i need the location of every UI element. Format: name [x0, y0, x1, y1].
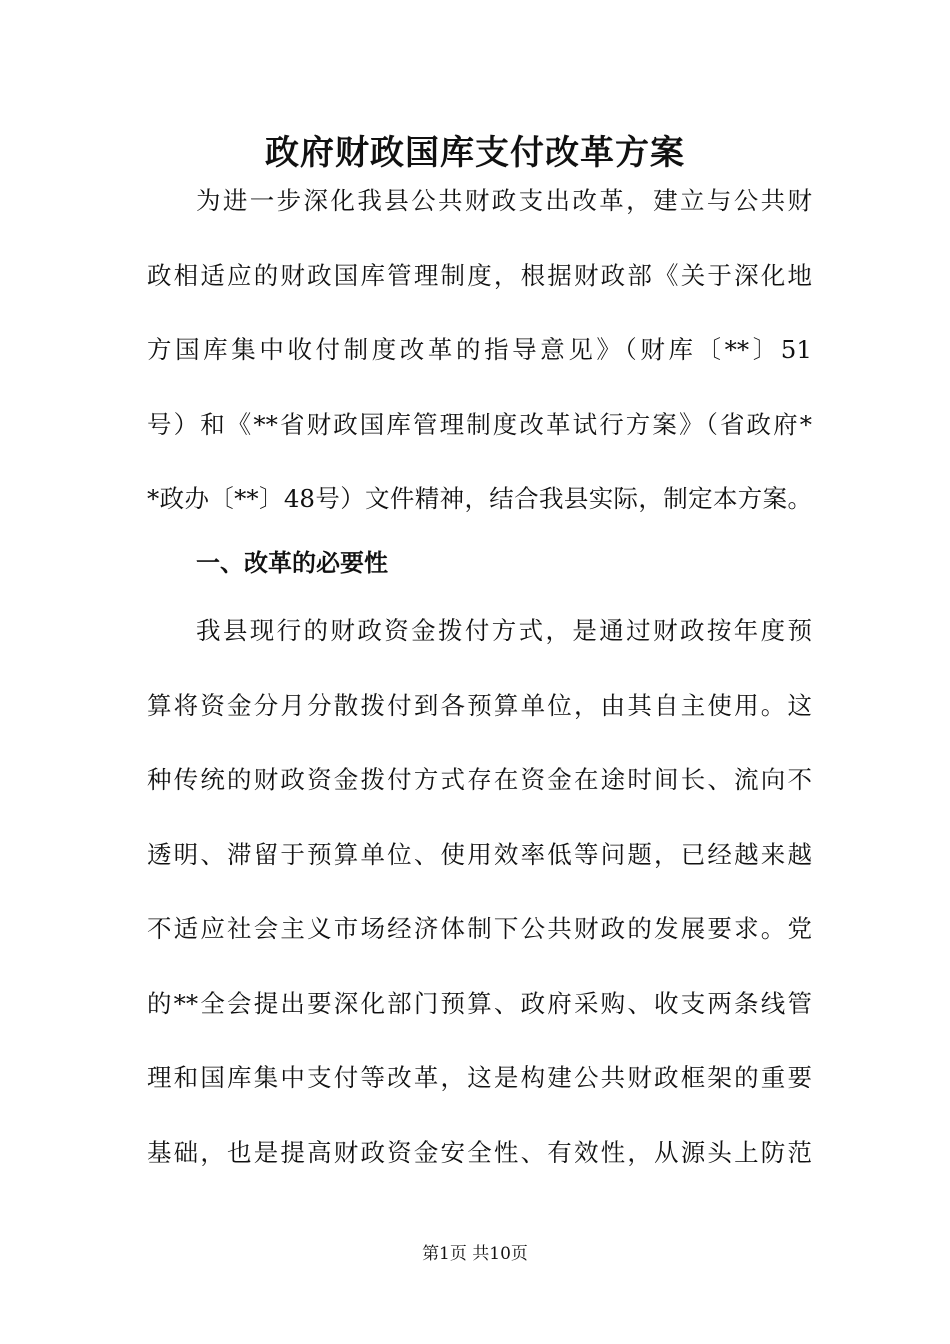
document-body — [147, 181, 812, 1207]
paragraph-line: 理和国库集中支付等改革，这是构建公共财政框架的重要 — [147, 1063, 812, 1092]
paragraph-line: 方国库集中收付制度改革的指导意见》（财库〔**〕51 — [147, 335, 812, 364]
document-title: 政府财政国库支付改革方案 — [265, 133, 685, 173]
section-heading: 一、改革的必要性 — [196, 549, 388, 577]
paragraph-line: 不适应社会主义市场经济体制下公共财政的发展要求。党 — [147, 914, 812, 943]
paragraph-line: 我县现行的财政资金拨付方式，是通过财政按年度预 — [196, 616, 812, 645]
page-footer: 第1页 共10页 — [422, 1244, 528, 1264]
paragraph-line: 号）和《**省财政国库管理制度改革试行方案》（省政府* — [147, 409, 812, 439]
paragraph-line: 为进一步深化我县公共财政支出改革，建立与公共财 — [196, 186, 812, 215]
paragraph-line: 基础，也是提高财政资金安全性、有效性，从源头上防范 — [147, 1137, 812, 1167]
paragraph-line: *政办〔**〕48号）文件精神，结合我县实际，制定本方案。 — [147, 484, 812, 513]
paragraph-line: 透明、滞留于预算单位、使用效率低等问题，已经越来越 — [147, 839, 812, 869]
paragraph-line: 政相适应的财政国库管理制度，根据财政部《关于深化地 — [147, 260, 812, 290]
paragraph-line: 的**全会提出要深化部门预算、政府采购、收支两条线管 — [147, 988, 812, 1018]
paragraph-line: 种传统的财政资金拨付方式存在资金在途时间长、流向不 — [147, 765, 812, 794]
paragraph-line: 算将资金分月分散拨付到各预算单位，由其自主使用。这 — [147, 690, 812, 720]
